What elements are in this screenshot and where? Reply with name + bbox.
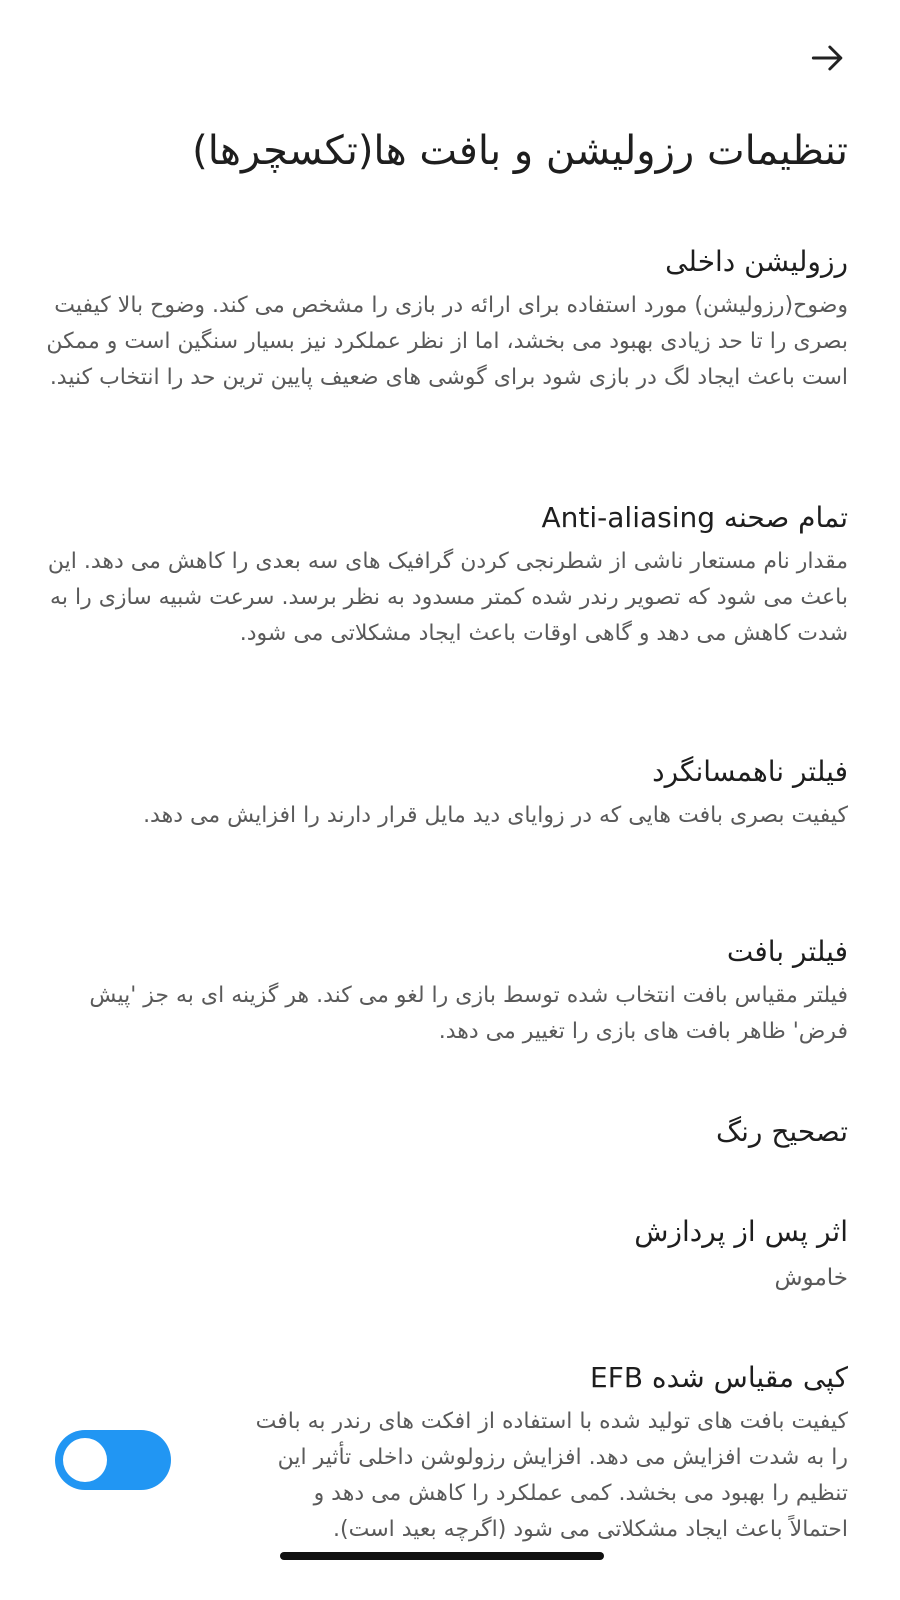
arrow-right-icon <box>806 36 850 84</box>
setting-title: فیلتر بافت <box>726 935 848 968</box>
setting-anisotropic-filter[interactable] <box>40 752 848 834</box>
setting-value: خاموش <box>774 1265 848 1291</box>
setting-description: مقدار نام مستعار ناشی از شطرنجی کردن گرافیک های سه بعدی را کاهش می دهد. این باعث می شود که تصویر رندر شده کمتر مسدود به نظر برسد. سرعت شبیه سازی را به شدت کاهش می دهد و گاهی اوقات باعث ایجاد مشکلاتی می شود. <box>47 549 848 646</box>
setting-description: کیفیت بصری بافت هایی که در زوایای دید مایل قرار دارند را افزایش می دهد. <box>143 803 848 828</box>
setting-post-processing[interactable] <box>40 1212 848 1296</box>
setting-description: وضوح(رزولیشن) مورد استفاده برای ارائه در بازی را مشخص می کند. وضوح بالا کیفیت بصری را تا حد زیادی بهبود می بخشد، اما از نظر عملکرد نیز بسیار سنگین است و ممکن است باعث ایجاد لگ در بازی شود برای گوشی های ضعیف پایین ترین حد را انتخاب کنید. <box>46 293 848 390</box>
setting-title: رزولیشن داخلی <box>665 245 848 278</box>
page-title: تنظیمات رزولیشن و بافت ها(تکسچرها) <box>192 128 848 174</box>
efb-scaled-copy-toggle[interactable] <box>55 1430 171 1490</box>
setting-title: فیلتر ناهمسانگرد <box>652 755 848 788</box>
setting-description: کیفیت بافت های تولید شده با استفاده از افکت های رندر به بافت را به شدت افزایش می دهد. افزایش رزولوشن داخلی تأثیر این تنظیم را بهبود می بخشد. کمی عملکرد را کاهش می دهد و احتمالاً باعث ایجاد مشکلاتی می شود (اگرچه بعید است). <box>255 1409 848 1542</box>
setting-title: تصحیح رنگ <box>716 1115 848 1148</box>
setting-efb-scaled-copy[interactable] <box>250 1358 848 1548</box>
setting-title: اثر پس از پردازش <box>634 1215 848 1248</box>
setting-title: کپی مقیاس شده EFB <box>590 1361 848 1394</box>
setting-description: فیلتر مقیاس بافت انتخاب شده توسط بازی را لغو می کند. هر گزینه ای به جز 'پیش فرض' ظاهر بافت های بازی را تغییر می دهد. <box>89 983 848 1044</box>
toggle-knob <box>63 1438 107 1482</box>
setting-texture-filter[interactable] <box>40 932 848 1050</box>
home-indicator[interactable] <box>280 1552 604 1560</box>
setting-color-correction[interactable] <box>40 1112 848 1152</box>
setting-internal-resolution[interactable] <box>40 242 848 396</box>
setting-anti-aliasing[interactable] <box>40 498 848 652</box>
back-button[interactable] <box>804 36 852 84</box>
setting-title: تمام صحنه Anti-aliasing <box>541 501 848 534</box>
